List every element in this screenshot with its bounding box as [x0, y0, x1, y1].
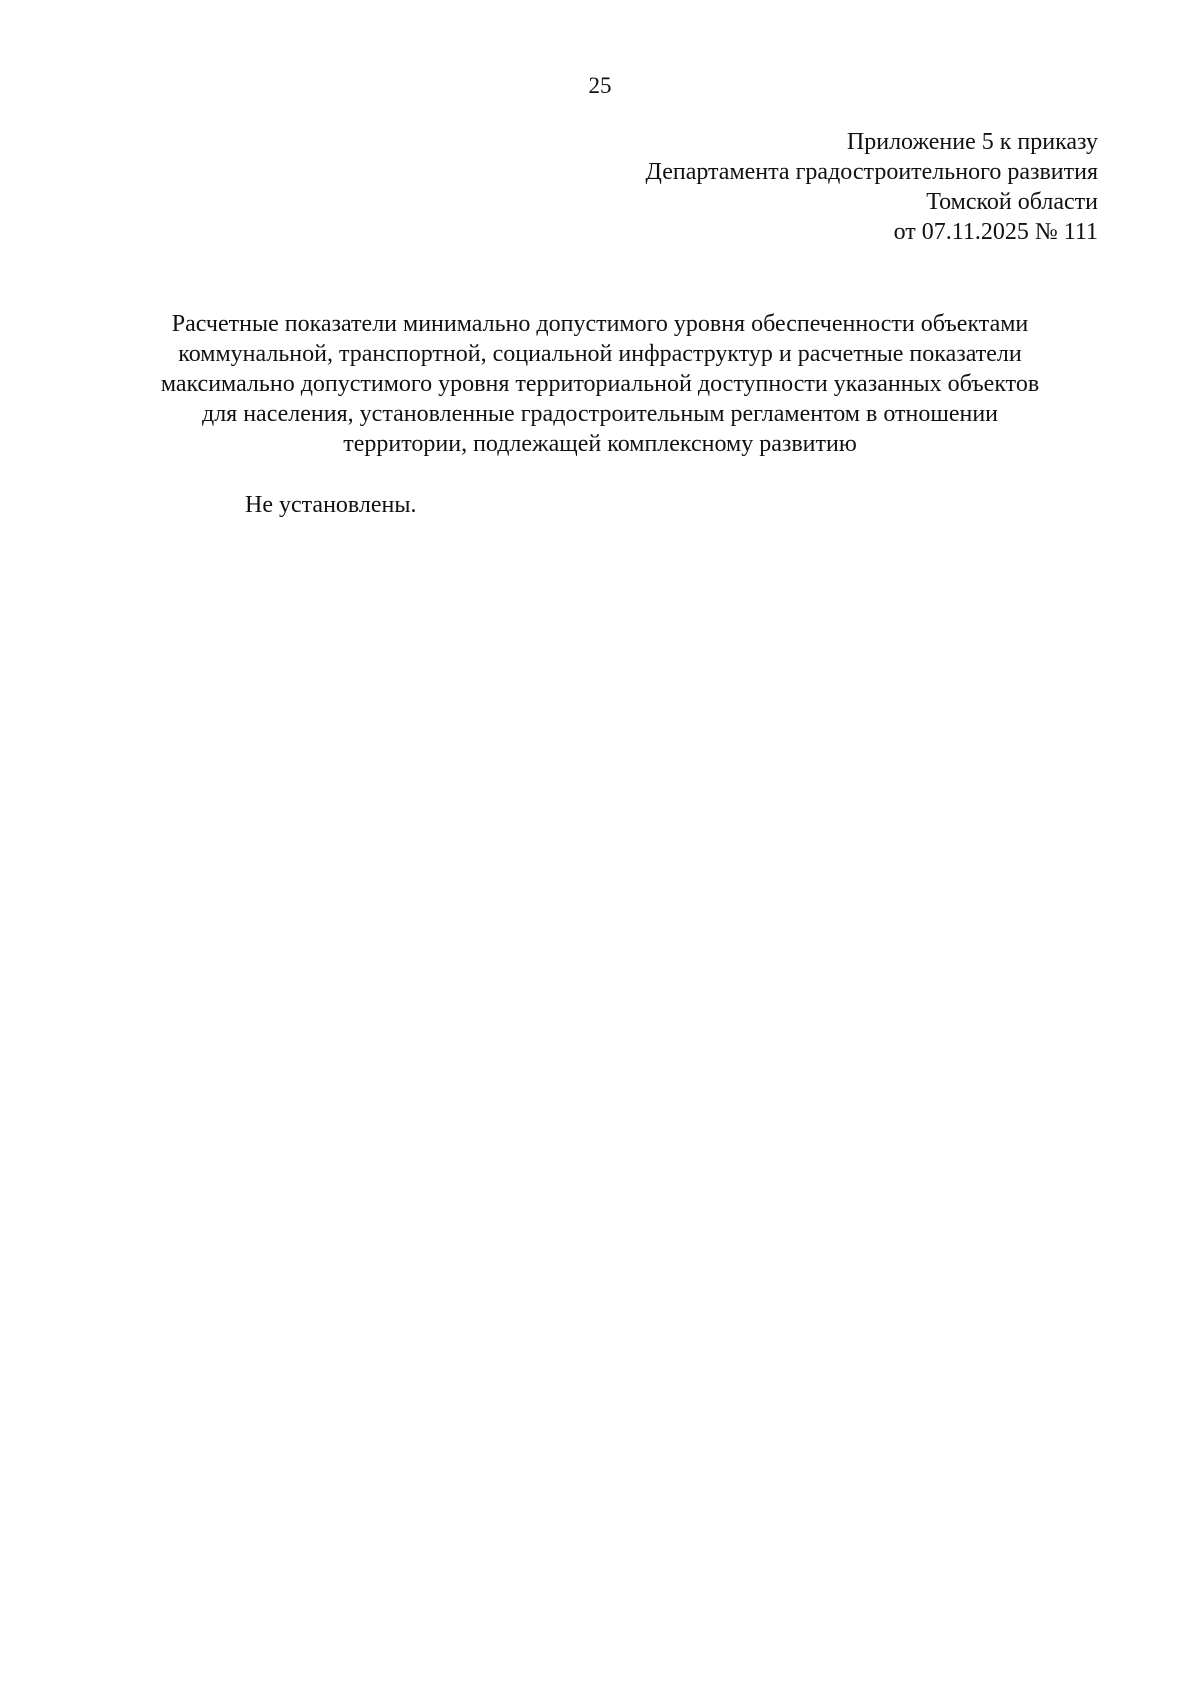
- appendix-line: Приложение 5 к приказу: [846, 129, 1098, 155]
- appendix-line: Департамента градостроительного развития: [645, 159, 1098, 185]
- heading-line: коммунальной, транспортной, социальной инфраструктур и расчетные показатели: [178, 341, 1022, 367]
- appendix-line: от 07.11.2025 № 111: [893, 219, 1098, 245]
- heading-line: для населения, установленные градостроительным регламентом в отношении: [201, 401, 999, 427]
- appendix-line: Томской области: [926, 189, 1098, 215]
- heading-line: максимально допустимого уровня территориальной доступности указанных объектов: [160, 371, 1040, 397]
- page-number: 25: [588, 73, 612, 98]
- heading-line: территории, подлежащей комплексному развитию: [343, 431, 857, 457]
- heading-line: Расчетные показатели минимально допустимого уровня обеспеченности объектами: [171, 311, 1029, 337]
- body-paragraph: Не установлены.: [245, 492, 417, 518]
- appendix-reference: [478, 127, 1098, 247]
- document-heading: [130, 309, 1070, 459]
